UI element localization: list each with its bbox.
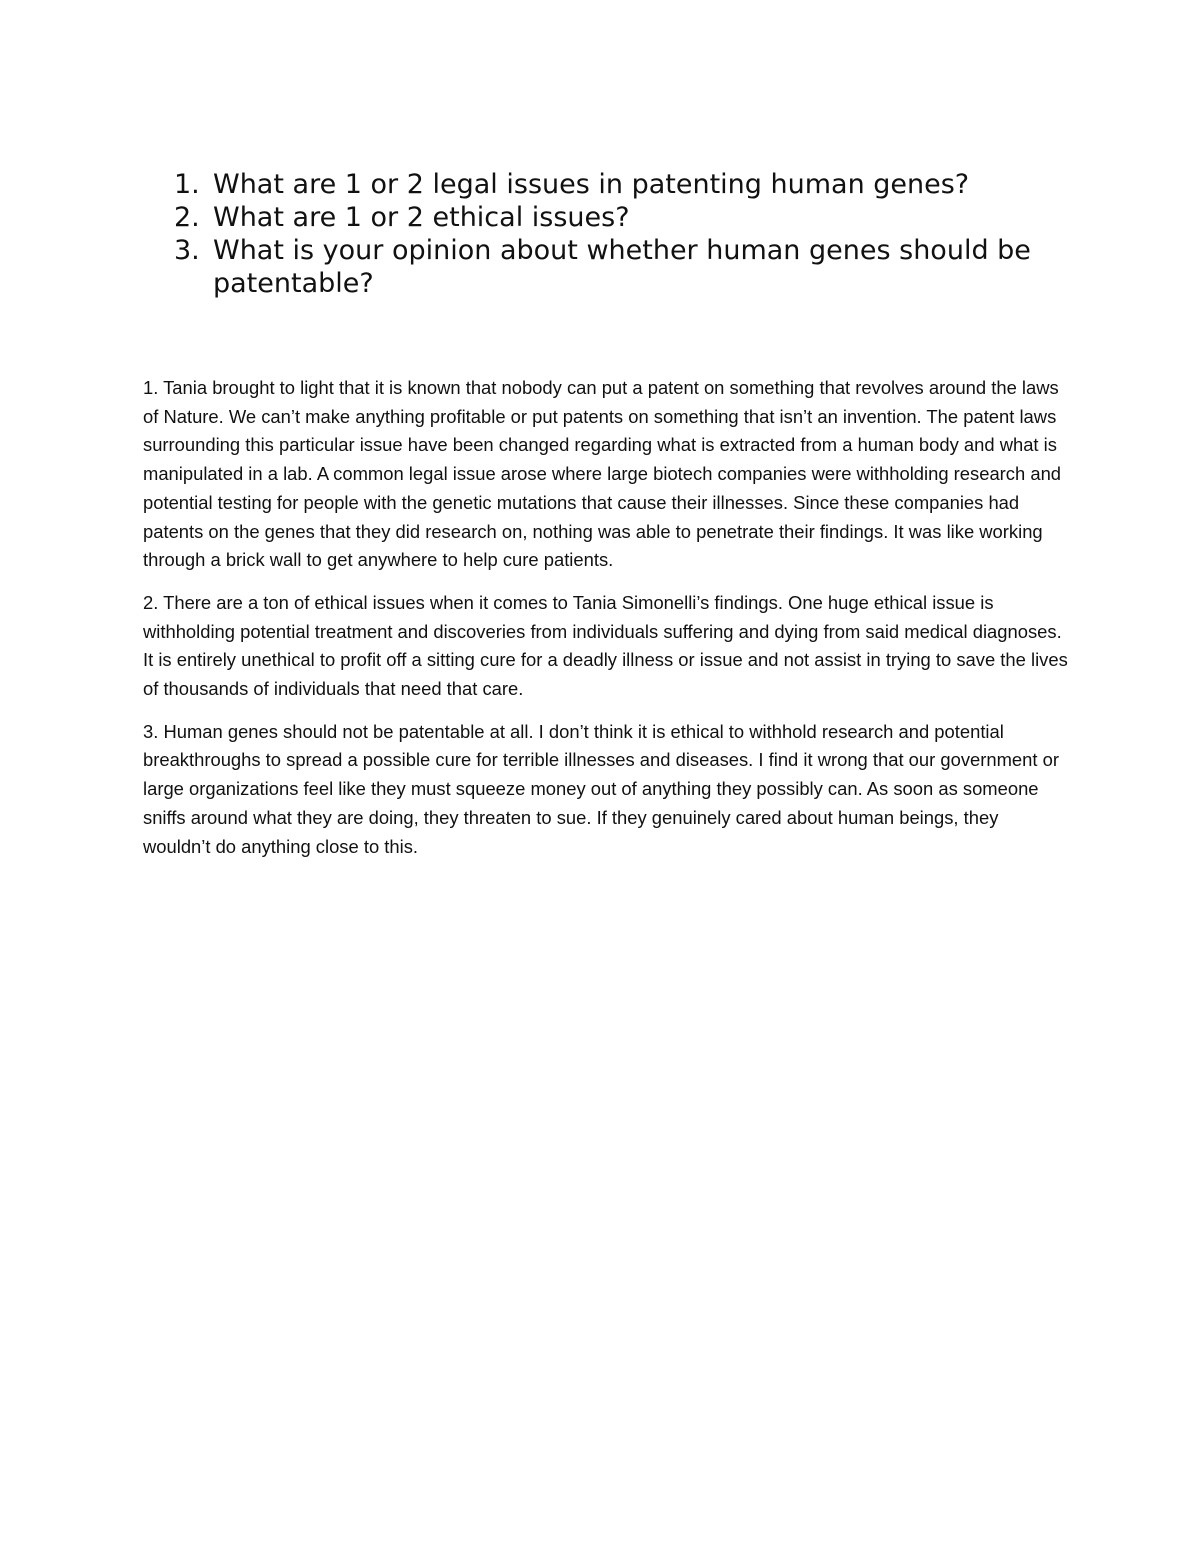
answer-section bbox=[143, 374, 1068, 875]
answer-paragraph-1: 1. Tania brought to light that it is known that nobody can put a patent on something that revolves around the laws of Nature. We can’t make anything profitable or put patents on something that isn’t an invention. The patent laws surrounding this particular issue have been changed regarding what is extracted from a human body and what is manipulated in a lab. A common legal issue arose where large biotech companies were withholding research and potential testing for people with the genetic mutations that cause their illnesses. Since these companies had patents on the genes that they did research on, nothing was able to penetrate their findings. It was like working through a brick wall to get anywhere to help cure patients. bbox=[143, 377, 1062, 571]
question-item bbox=[174, 234, 1074, 300]
question-text: What are 1 or 2 ethical issues? bbox=[213, 202, 630, 233]
question-text: What are 1 or 2 legal issues in patenting human genes? bbox=[213, 169, 970, 200]
question-number: 1. bbox=[174, 169, 200, 200]
question-item bbox=[174, 168, 1074, 201]
question-number: 2. bbox=[174, 202, 200, 233]
question-item bbox=[174, 201, 1074, 234]
answer-paragraph-3: 3. Human genes should not be patentable at all. I don’t think it is ethical to withhold research and potential breakthroughs to spread a possible cure for terrible illnesses and diseases. I find it wrong that our government or large organizations feel like they must squeeze money out of anything they possibly can. As soon as someone sniffs around what they are doing, they threaten to sue. If they genuinely cared about human beings, they wouldn’t do anything close to this. bbox=[143, 720, 1059, 857]
question-text: What is your opinion about whether human genes should be patentable? bbox=[213, 235, 1031, 299]
answer-paragraph-2: 2. There are a ton of ethical issues when it comes to Tania Simonelli’s findings. One huge ethical issue is withholding potential treatment and discoveries from individuals suffering and dying from said medical diagnoses. It is entirely unethical to profit off a sitting cure for a deadly illness or issue and not assist in trying to save the lives of thousands of individuals that need that care. bbox=[143, 591, 1068, 700]
question-list bbox=[174, 168, 1074, 300]
question-number: 3. bbox=[174, 235, 200, 266]
